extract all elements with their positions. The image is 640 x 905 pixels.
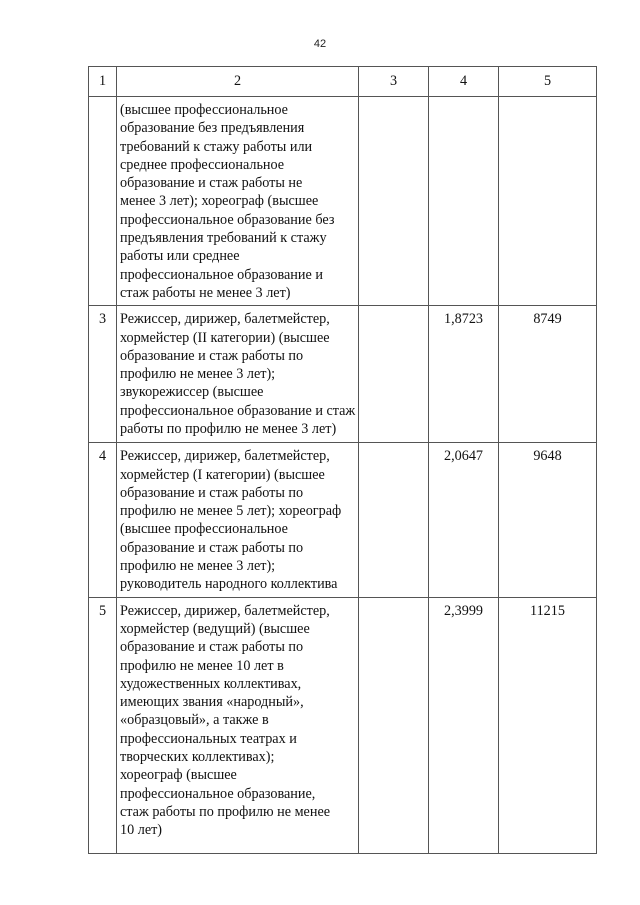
description-line: профилю не менее 5 лет); хореограф [120, 503, 342, 520]
description-line: образование и стаж работы не [120, 175, 303, 192]
description-line: (высшее профессиональное [120, 102, 288, 118]
description-line: художественных коллективах, [120, 675, 302, 692]
description-line: работы или среднее [120, 248, 240, 265]
description-line: работы по профилю не менее 3 лет) [120, 421, 337, 438]
description-line: Режиссер, дирижер, балетмейстер, [120, 448, 330, 465]
description-line: стаж работы по профилю не менее [120, 803, 331, 820]
col3-cell [359, 97, 429, 306]
description-line: требований к стажу работы или [120, 138, 313, 155]
row-number-cell: 4 [89, 443, 117, 597]
description-line: менее 3 лет); хореограф (высшее [120, 193, 319, 210]
table-header-row [89, 67, 597, 97]
position-description-cell [117, 97, 359, 306]
description-line: образование и стаж работы по [120, 484, 304, 501]
table-row [89, 306, 597, 443]
description-line: Режиссер, дирижер, балетмейстер, [120, 311, 330, 328]
table-row [89, 443, 597, 597]
coefficient-cell: 2,0647 [429, 443, 499, 597]
description-line: профессиональное образование и стаж [120, 402, 356, 419]
salary-table [88, 66, 597, 854]
salary-cell: 11215 [499, 597, 597, 853]
description-line: «образцовый», а также в [120, 712, 269, 729]
page-number: 42 [313, 38, 327, 50]
row-number-cell: 3 [89, 306, 117, 443]
description-line: предъявления требований к стажу [120, 230, 327, 247]
description-line: профессиональное образование и [120, 266, 323, 283]
col3-cell [359, 306, 429, 443]
coefficient-cell: 2,3999 [429, 597, 499, 853]
description-line: профилю не менее 10 лет в [120, 657, 284, 674]
col3-cell [359, 443, 429, 597]
salary-cell: 9648 [499, 443, 597, 597]
row-number-cell: 5 [89, 597, 117, 853]
description-line: образование и стаж работы по [120, 539, 304, 556]
table-row [89, 597, 597, 853]
header-col-3: 3 [359, 67, 429, 97]
description-line: образование и стаж работы по [120, 639, 304, 656]
description-line: 10 лет) [120, 822, 163, 839]
description-line: профилю не менее 3 лет); [120, 558, 276, 575]
description-line: хормейстер (I категории) (высшее [120, 466, 325, 483]
description-line: образование без предъявления [120, 120, 305, 137]
coefficient-cell: 1,8723 [429, 306, 499, 443]
header-col-5: 5 [499, 67, 597, 97]
description-line: профилю не менее 3 лет); [120, 366, 276, 383]
row-number-cell [89, 97, 117, 306]
header-col-4: 4 [429, 67, 499, 97]
description-line: (высшее профессиональное [120, 521, 288, 538]
description-line: стаж работы не менее 3 лет) [120, 284, 291, 301]
description-line: имеющих звания «народный», [120, 694, 304, 711]
description-line: Режиссер, дирижер, балетмейстер, [120, 602, 330, 619]
description-line: руководитель народного коллектива [120, 576, 338, 593]
description-line: хореограф (высшее [120, 767, 237, 784]
description-line: хормейстер (II категории) (высшее [120, 329, 330, 346]
description-line: профессиональных театрах и [120, 730, 297, 747]
header-col-2: 2 [117, 67, 359, 97]
header-col-1: 1 [89, 67, 117, 97]
description-line: профессиональное образование, [120, 785, 316, 802]
salary-cell: 8749 [499, 306, 597, 443]
salary-cell [499, 97, 597, 306]
description-line: профессиональное образование без [120, 211, 335, 228]
description-line: образование и стаж работы по [120, 347, 304, 364]
coefficient-cell [429, 97, 499, 306]
position-description-cell [117, 597, 359, 853]
description-line: творческих коллективах); [120, 749, 275, 766]
description-line: среднее профессиональное [120, 156, 285, 173]
description-line: хормейстер (ведущий) (высшее [120, 620, 310, 637]
position-description-cell [117, 443, 359, 597]
description-line: звукорежиссер (высшее [120, 384, 264, 401]
position-description-cell [117, 306, 359, 443]
table-row [89, 97, 597, 306]
col3-cell [359, 597, 429, 853]
